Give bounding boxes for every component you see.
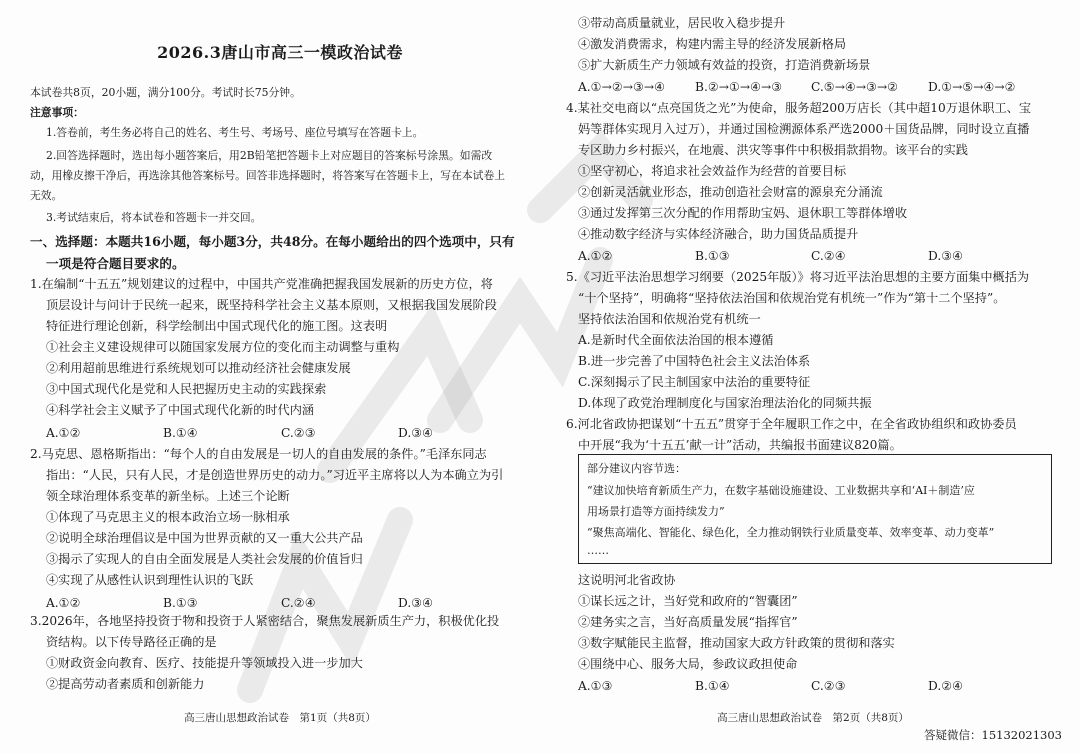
- question-3-statement: ③带动高质量就业，居民收入稳步提升: [578, 16, 786, 30]
- page-footer: 高三唐山思想政治试卷 第2页（共8页）: [717, 712, 909, 724]
- question-1-stem: 顶层设计与问计于民统一起来，既坚持科学社会主义基本原则，又根据我国发展阶段: [46, 298, 497, 312]
- option-b: B.①④: [163, 426, 198, 440]
- option-b: B.①③: [695, 249, 730, 263]
- option-c: C.②③: [281, 426, 316, 440]
- option-a: A.①②: [578, 249, 613, 263]
- question-4-stem: 4.某社交电商以“点亮国货之光”为使命，服务超200万店长（其中超10万退休职工、宝: [566, 101, 1032, 115]
- question-4-stem: 专区助力乡村振兴，在地震、洪灾等事件中积极捐款捐物。该平台的实践: [578, 143, 968, 157]
- question-4-statement: ①坚守初心，将追求社会效益作为经营的首要目标: [578, 164, 847, 178]
- option-c: C.②③: [811, 679, 846, 693]
- question-5-option-b: B.进一步完善了中国特色社会主义法治体系: [578, 354, 811, 368]
- excerpt-line: “建议加快培育新质生产力，在数字基础设施建设、工业数据共享和‘AI＋制造’应: [587, 484, 975, 497]
- option-a: A.①②: [46, 426, 81, 440]
- exam-page-1: [30, 0, 530, 753]
- excerpt-line: ……: [587, 544, 609, 557]
- question-4-statement: ②创新灵活就业形态，推动创造社会财富的源泉充分涌流: [578, 185, 883, 199]
- option-a: A.①②: [46, 596, 81, 610]
- excerpt-line: “聚焦高端化、智能化、绿色化，全力推动钢铁行业质量变革、效率变革、动力变革”: [587, 526, 995, 539]
- question-3-statement: ⑤扩大新质生产力领域有效益的投资，打造消费新场景: [578, 58, 871, 72]
- notice-item: 1.答卷前，考生务必将自己的姓名、考生号、考场号、座位号填写在答题卡上。: [46, 126, 424, 139]
- question-4-statement: ③通过发挥第三次分配的作用帮助宝妈、退休职工等群体增收: [578, 206, 908, 220]
- notice-heading: 注意事项：: [30, 106, 84, 119]
- question-3-statement: ④激发消费需求，构建内需主导的经济发展新格局: [578, 37, 847, 51]
- section-heading: 一、选择题：本题共16小题，每小题3分，共48分。在每小题给出的四个选项中，只有: [30, 234, 515, 249]
- page-footer: 高三唐山思想政治试卷 第1页（共8页）: [184, 712, 376, 724]
- option-c: C.②④: [281, 596, 316, 610]
- option-d: D.②④: [928, 679, 964, 693]
- question-2-statement: ②说明全球治理倡议是中国为世界贡献的又一重大公共产品: [46, 531, 363, 545]
- question-2-stem: 指出：“人民，只有人民，才是创造世界历史的动力。”习近平主席将以人为本确立为引: [46, 468, 504, 482]
- excerpt-line: 部分建议内容节选：: [587, 462, 686, 475]
- option-b: B.②→①→④→③: [695, 80, 783, 94]
- question-3-stem: 资结构。以下传导路径正确的是: [46, 635, 217, 649]
- exam-page-2: [566, 0, 1060, 753]
- question-2-statement: ③揭示了实现人的自由全面发展是人类社会发展的价值旨归: [46, 552, 363, 566]
- notice-item: 3.考试结束后，将本试卷和答题卡一并交回。: [46, 211, 262, 224]
- question-6-stem: 这说明河北省政协: [578, 573, 676, 587]
- question-3-statement: ②提高劳动者素质和创新能力: [46, 677, 205, 691]
- question-1-statement: ③中国式现代化是党和人民把握历史主动的实践探索: [46, 382, 327, 396]
- notice-item: 动，用橡皮擦干净后，再选涂其他答案标号。回答非选择题时，将答案写在答题卡上，写在本试卷上: [30, 169, 506, 182]
- excerpt-line: 用场景打造等方面持续发力”: [587, 505, 725, 518]
- question-6-statement: ①谋长远之计，当好党和政府的“智囊团”: [578, 594, 798, 608]
- option-d: D.③④: [398, 596, 434, 610]
- question-1-statement: ②利用超前思维进行系统规划可以推动经济社会健康发展: [46, 361, 351, 375]
- notice-item: 无效。: [30, 189, 63, 202]
- question-6-stem: 中开展“我为‘十五五’献一计”活动，共编报书面建议820篇。: [578, 438, 902, 452]
- question-5-option-c: C.深刻揭示了民主制国家中法治的重要特征: [578, 375, 811, 389]
- contact-wechat: 答疑微信：15132021303: [924, 728, 1062, 742]
- question-2-stem: 领全球治理体系变革的新坐标。上述三个论断: [46, 489, 290, 503]
- question-5-option-d: D.体现了政党治理制度化与国家治理法治化的同频共振: [578, 396, 872, 410]
- question-3-stem: 3.2026年，各地坚持投资于物和投资于人紧密结合，聚焦发展新质生产力，积极优化投: [30, 614, 500, 628]
- question-5-option-a: A.是新时代全面依法治国的根本遵循: [578, 333, 774, 347]
- question-4-stem: 妈等群体实现月入过万），并通过国检溯源体系严选2000＋国货品牌，同时设立直播: [578, 122, 1030, 136]
- option-d: D.③④: [398, 426, 434, 440]
- question-6-statement: ③数字赋能民主监督，推动国家大政方针政策的贯彻和落实: [578, 636, 895, 650]
- question-1-stem: 特征进行理论创新，科学绘制出中国式现代化的施工图。这表明: [46, 319, 388, 333]
- exam-intro: 本试卷共8页，20小题，满分100分。考试时长75分钟。: [30, 86, 301, 99]
- question-5-stem: 5.《习近平法治思想学习纲要（2025年版）》将习近平法治思想的主要方面集中概括为: [566, 270, 1030, 284]
- question-6-statement: ②建务实之言，当好高质量发展“指挥官”: [578, 615, 798, 629]
- option-d: D.③④: [928, 249, 964, 263]
- option-d: D.①→⑤→④→②: [928, 80, 1016, 94]
- question-2-stem: 2.马克思、恩格斯指出：“每个人的自由发展是一切人的自由发展的条件。”毛泽东同志: [30, 447, 487, 461]
- option-a: A.①→②→③→④: [578, 80, 666, 94]
- question-6-stem: 6.河北省政协把谋划“十五五”贯穿于全年履职工作之中，在全省政协组织和政协委员: [566, 417, 1017, 431]
- question-1-stem: 1.在编制“十五五”规划建议的过程中，中国共产党准确把握我国发展新的历史方位，将: [30, 277, 493, 291]
- notice-item: 2.回答选择题时，选出每小题答案后，用2B铅笔把答题卡上对应题目的答案标号涂黑。如需改: [46, 149, 493, 162]
- option-b: B.①④: [695, 679, 730, 693]
- exam-title: 2026.3唐山市高三一模政治试卷: [157, 43, 403, 62]
- option-b: B.①③: [163, 596, 198, 610]
- question-4-statement: ④推动数字经济与实体经济融合，助力国货品质提升: [578, 227, 859, 241]
- question-1-statement: ④科学社会主义赋予了中国式现代化新的时代内涵: [46, 403, 315, 417]
- option-c: C.⑤→④→③→②: [811, 80, 899, 94]
- question-2-statement: ④实现了从感性认识到理性认识的飞跃: [46, 573, 254, 587]
- question-5-stem: 坚持依法治国和依规治党有机统一: [578, 312, 761, 326]
- question-5-stem: “十个坚持”，明确将“坚持依法治国和依规治党有机统一”作为“第十二个坚持”。: [578, 291, 1006, 305]
- question-2-statement: ①体现了马克思主义的根本政治立场一脉相承: [46, 510, 290, 524]
- question-1-statement: ①社会主义建设规律可以随国家发展方位的变化而主动调整与重构: [46, 340, 400, 354]
- option-c: C.②④: [811, 249, 846, 263]
- question-6-statement: ④围绕中心、服务大局，参政议政担使命: [578, 657, 798, 671]
- option-a: A.①③: [578, 679, 613, 693]
- section-heading: 一项是符合题目要求的。: [46, 256, 185, 271]
- excerpt-box: [578, 454, 1052, 564]
- question-3-statement: ①财政资金向教育、医疗、技能提升等领域投入进一步加大: [46, 656, 363, 670]
